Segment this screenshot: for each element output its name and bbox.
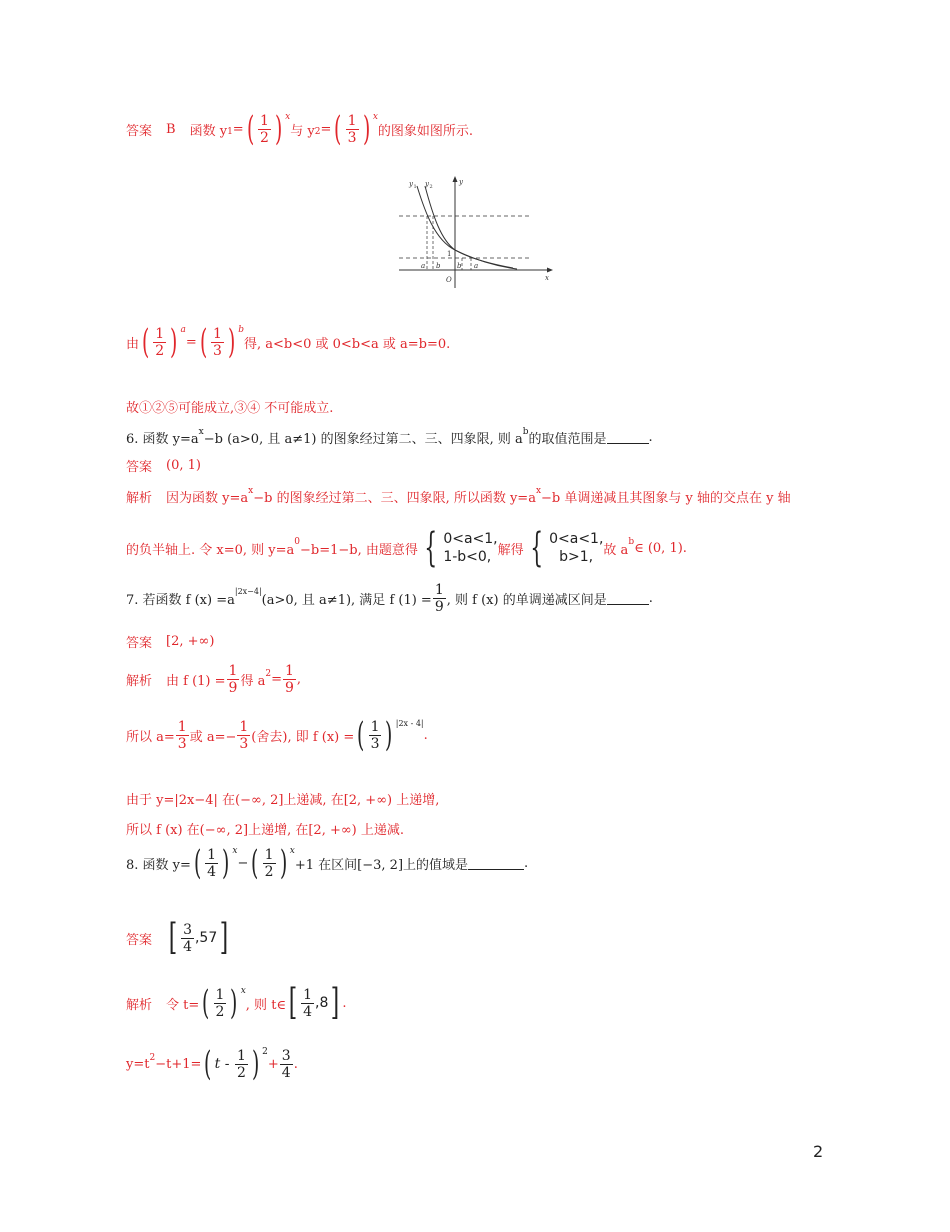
- answer-blank: [468, 857, 524, 870]
- q7-answer: 答案 [2, +∞): [126, 634, 215, 651]
- page-number: 2: [813, 1142, 824, 1161]
- q5-with-text: 与 y: [290, 123, 315, 139]
- system-1: 0<a<1, 1-b<0,: [443, 531, 498, 565]
- q8-question: 8. 函数 y= ( $\frac{1}{4}$ ) x − ( $\frac{1}{2}$ ) x +1 在区间[−3, 2]上的值域是 .: [126, 843, 529, 883]
- svg-text:b: b: [457, 262, 462, 270]
- y-axis-label: y: [459, 178, 463, 186]
- q7-analysis-line1: 解析 由 f (1) = $\frac{1}{9}$ 得 a 2 = $\frac{1}{9}$ ,: [126, 663, 302, 696]
- system-2: 0<a<1, b>1,: [549, 531, 604, 565]
- answer-blank: [607, 592, 649, 605]
- q8-analysis-line1: 解析 令 t= ( $\frac{1}{2}$ ) x , 则 t∈ [ $\frac{1}{4}$ ,8 ] .: [126, 982, 347, 1023]
- svg-text:a: a: [421, 262, 426, 270]
- q7-analysis-line3: 由于 y=|2x−4| 在(−∞, 2]上递减, 在[2, +∞) 上递增,: [126, 793, 440, 808]
- answer-blank: [607, 431, 649, 444]
- q5-half-paren: ( $\frac{1}{2}$ ): [246, 109, 283, 149]
- q5-tail: 的图象如图所示.: [377, 123, 474, 139]
- svg-text:a: a: [474, 262, 479, 270]
- q6-answer: 答案 (0, 1): [126, 458, 201, 475]
- exponential-graph: [395, 172, 565, 292]
- q5-line3: 故①②⑤可能成立,③④ 不可能成立.: [126, 401, 334, 416]
- svg-text:1: 1: [413, 184, 417, 190]
- q6-analysis-line1: 解析 因为函数 y=a x −b 的图象经过第二、三、四象限, 所以函数 y=a x −b 单调递减且其图象与 y 轴的交点在 y 轴: [126, 485, 791, 506]
- q5-sub1: 1: [227, 127, 233, 137]
- y2-label: y: [425, 180, 429, 188]
- q5-answer-line: 答案 B 函数 y 1 = ( $\frac{1}{2}$ ) x 与 y 2 = ( $\frac{1}{3}$ ) x 的图象如图所示.: [126, 109, 474, 149]
- answer-value: B: [166, 121, 176, 137]
- q5-line2: 由 ( $\frac{1}{2}$ ) a = ( $\frac{1}{3}$ ) b 得, a<b<0 或 0<b<a 或 a=b=0.: [126, 322, 451, 362]
- q5-third-paren: ( $\frac{1}{3}$ ): [334, 109, 370, 149]
- svg-text:b: b: [436, 262, 441, 270]
- x-axis-label: x: [545, 274, 549, 282]
- svg-text:2: 2: [429, 184, 433, 190]
- y1-label: y: [409, 180, 413, 188]
- one-label: 1: [447, 250, 452, 258]
- q7-question: 7. 若函数 f (x) =a |2x−4| (a>0, 且 a≠1), 满足 f (1) = $\frac{1}{9}$ , 则 f (x) 的单调递减区间是 .: [126, 582, 653, 615]
- q6-question: 6. 函数 y=a x −b (a>0, 且 a≠1) 的图象经过第二、三、四象限, 则 a b 的取值范围是 .: [126, 426, 653, 447]
- q5-eq: =: [232, 121, 244, 137]
- q8-analysis-line2: y=t 2 −t+1= ( t - $\frac{1}{2}$ ) 2 + $\frac{3}{4}$ .: [126, 1044, 298, 1084]
- answer-label: 答案: [126, 123, 153, 139]
- q6-analysis-line2: 的负半轴上. 令 x=0, 则 y=a 0 −b=1−b, 由题意得 { 0<a<1, 1-b<0, 解得 { 0<a<1, b>1, 故 a b ∈ (0, 1).: [126, 525, 687, 571]
- q5-intro-text: 函数 y: [189, 123, 228, 139]
- q7-analysis-line2: 所以 a= $\frac{1}{3}$ 或 a=− $\frac{1}{3}$ (舍去), 即 f (x) = ( $\frac{1}{3}$ ) |2x - 4| .: [126, 715, 428, 755]
- q7-analysis-line4: 所以 f (x) 在(−∞, 2]上递增, 在[2, +∞) 上递减.: [126, 823, 405, 838]
- origin-label: O: [446, 276, 452, 284]
- q8-answer: 答案 [ $\frac{3}{4}$ ,57 ]: [126, 917, 229, 958]
